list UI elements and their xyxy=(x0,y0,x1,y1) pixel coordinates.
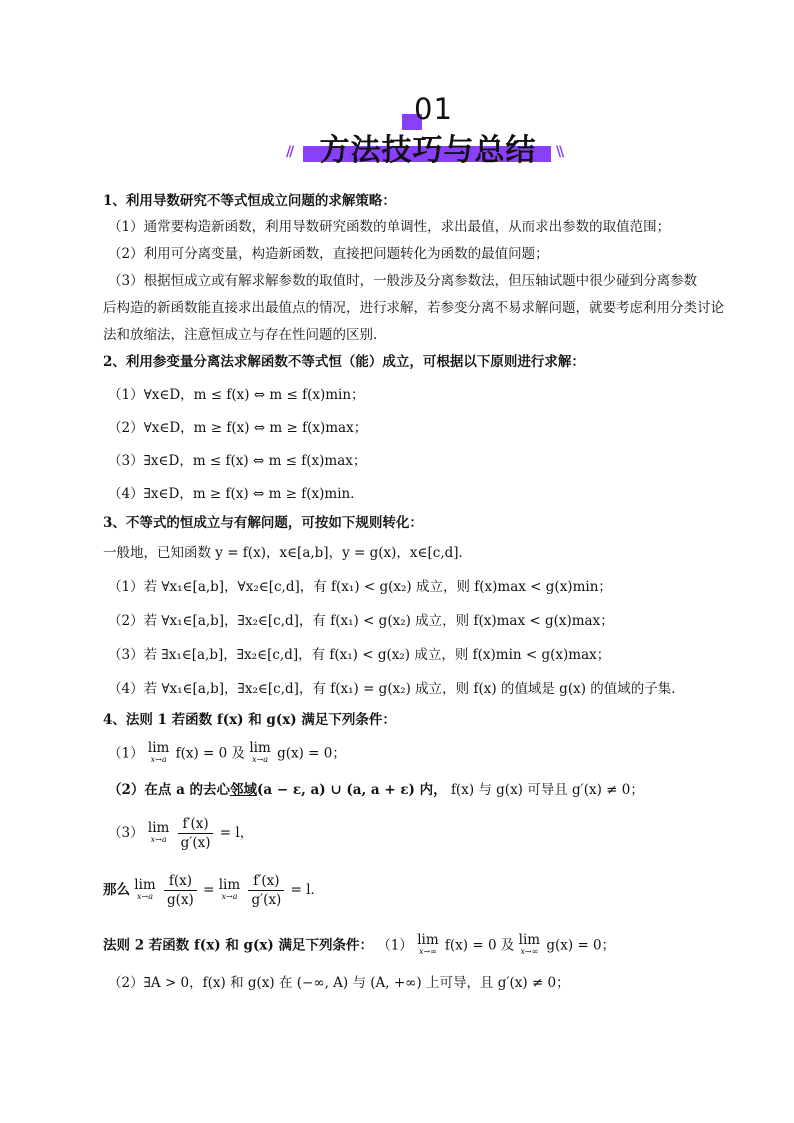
section-3-intro: 一般地，已知函数 y = f(x)，x∈[a,b]，y = g(x)，x∈[c,d]． xyxy=(103,545,473,561)
rule-2-heading: 法则 2 若函数 f(x) 和 g(x) 满足下列条件： xyxy=(103,937,373,954)
section-4-heading: 4、法则 1 若函数 f(x) 和 g(x) 满足下列条件： xyxy=(103,712,396,728)
section-1-item-1: （1）通常要构造新函数，利用导数研究函数的单调性，求出最值，从而求出参数的取值范围； xyxy=(108,219,671,235)
limit-operator: lim x→∞ xyxy=(417,932,439,956)
fraction: $\frac{f'(x)}{g'(x)}$ xyxy=(178,815,214,852)
section-3-item-2: （2）若 ∀x₁∈[a,b]，∃x₂∈[c,d]，有 f(x₁) < g(x₂) 成立，则 f(x)max < g(x)max； xyxy=(108,613,614,629)
section-1-item-2: （2）利用可分离变量，构造新函数，直接把问题转化为函数的最值问题； xyxy=(108,246,549,262)
condition-text: f(x) = 0 及 xyxy=(444,937,515,954)
condition-text: (a − ε, a) ∪ (a, a + ε) 内， xyxy=(257,782,447,798)
section-1-item-3-line-2: 后构造的新函数能直接求出最值点的情况，进行求解，若参变分离不易求解问题，就要考虑利用分类讨论 xyxy=(103,300,724,316)
limit-operator: lim x→a xyxy=(147,740,170,764)
condition-text: g(x) = 0； xyxy=(546,937,616,954)
rule-2-heading-line xyxy=(103,934,615,958)
rule-1-conclusion xyxy=(103,872,324,909)
then-label: 那么 xyxy=(103,882,130,898)
section-2-item-2: （2）∀x∈D，m ≥ f(x) ⇔ m ≥ f(x)max； xyxy=(108,420,368,436)
section-header xyxy=(0,92,794,172)
conclusion-text: = l． xyxy=(290,882,325,898)
section-1-item-3-line-1: （3）根据恒成立或有解求解参数的取值时，一般涉及分离参数法，但压轴试题中很少碰到分离参数 xyxy=(108,273,698,289)
condition-text: g(x) = 0； xyxy=(277,745,346,762)
limit-operator: lim x→a xyxy=(249,740,271,764)
limit-operator: lim x→∞ xyxy=(518,932,541,956)
fraction: $\frac{f(x)}{g(x)}$ xyxy=(164,872,197,909)
slash-decoration-left: // xyxy=(286,144,293,160)
condition-text: f(x) 与 g(x) 可导且 g′(x) ≠ 0； xyxy=(450,782,644,798)
section-2-heading: 2、利用参变量分离法求解函数不等式恒（能）成立，可根据以下原则进行求解： xyxy=(103,354,585,370)
condition-text: f(x) = 0 及 xyxy=(175,745,246,762)
section-3-item-4: （4）若 ∀x₁∈[a,b]，∃x₂∈[c,d]，有 f(x₁) = g(x₂) 成立，则 f(x) 的值域是 g(x) 的值域的子集． xyxy=(108,681,685,697)
limit-operator: lim x→a xyxy=(147,819,170,844)
section-2-item-4: （4）∃x∈D，m ≥ f(x) ⇔ m ≥ f(x)min． xyxy=(108,486,364,502)
limit-operator: lim x→a xyxy=(134,876,156,901)
item-number: （1） xyxy=(377,937,413,954)
rule-1-condition-1 xyxy=(108,742,346,766)
equals-sign: = xyxy=(203,882,215,898)
section-1-heading: 1、利用导数研究不等式恒成立问题的求解策略： xyxy=(103,193,396,209)
section-1-item-3-line-3: 法和放缩法，注意恒成立与存在性问题的区别． xyxy=(103,327,387,343)
section-2-item-1: （1）∀x∈D，m ≤ f(x) ⇔ m ≤ f(x)min； xyxy=(108,387,365,403)
limit-operator: lim x→a xyxy=(218,876,241,901)
section-2-item-3: （3）∃x∈D，m ≤ f(x) ⇔ m ≤ f(x)max； xyxy=(108,453,367,469)
item-number: （1） xyxy=(108,745,144,762)
rule-1-condition-2 xyxy=(108,781,644,799)
slash-decoration-right: \\ xyxy=(556,144,563,160)
item-number: （3） xyxy=(108,825,144,841)
condition-text: = l， xyxy=(219,825,254,841)
section-number: 01 xyxy=(414,92,453,126)
fraction: $\frac{f'(x)}{g'(x)}$ xyxy=(248,872,284,909)
rule-2-condition-2: （2）∃A > 0，f(x) 和 g(x) 在 (−∞, A) 与 (A, +∞) 上可导，且 g′(x) ≠ 0； xyxy=(108,975,570,991)
rule-1-condition-3 xyxy=(108,815,253,852)
section-3-item-1: （1）若 ∀x₁∈[a,b]，∀x₂∈[c,d]，有 f(x₁) < g(x₂) 成立，则 f(x)max < g(x)min； xyxy=(108,579,612,595)
page-title: 方法技巧与总结 xyxy=(319,133,537,168)
section-3-heading: 3、不等式的恒成立与有解问题，可按如下规则转化： xyxy=(103,515,423,531)
condition-text: （2）在点 a 的去心 xyxy=(108,782,231,798)
section-3-item-3: （3）若 ∃x₁∈[a,b]，∃x₂∈[c,d]，有 f(x₁) < g(x₂) 成立，则 f(x)min < g(x)max； xyxy=(108,647,611,663)
neighborhood-link[interactable]: 邻域 xyxy=(230,782,258,798)
